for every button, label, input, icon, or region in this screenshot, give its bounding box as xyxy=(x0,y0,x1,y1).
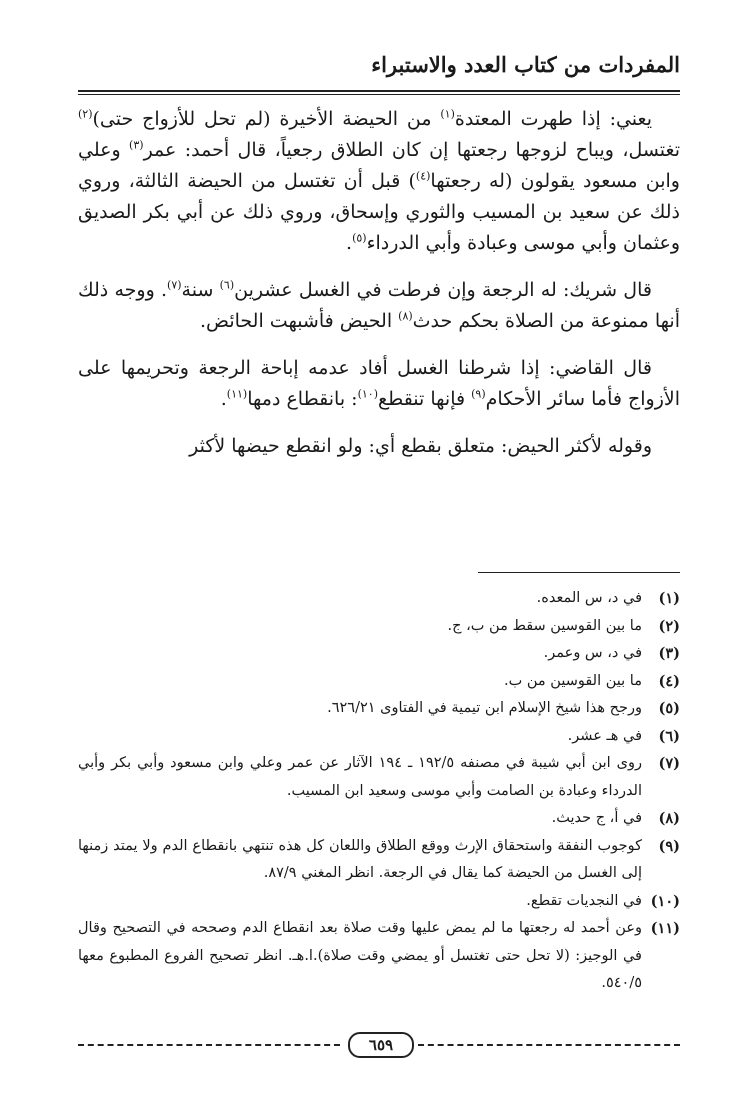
paragraph-text: من الحيضة الأخيرة (لم تحل للأزواج حتى) xyxy=(92,108,441,130)
paragraph-text: ) قبل أن تغتسل من الحيضة الثالثة، وروي ذلك عن سعيد بن المسيب والثوري وإسحاق، وروي ذلك عن أبي بكر الصديق وعثمان وأبي موسى وعبادة وأبي الدرداء xyxy=(78,170,680,254)
footnote-ref[interactable]: (١٠) xyxy=(357,387,378,401)
header-rule-thin xyxy=(78,94,680,95)
footnote-text: ما بين القوسين من ب. xyxy=(504,672,642,689)
footnote-text: في د، س وعمر. xyxy=(543,645,642,661)
paragraph-text: تغتسل، ويباح لزوجها رجعتها إن كان الطلاق رجعياً، قال أحمد: عمر xyxy=(143,139,680,161)
footnote-text: روى ابن أبي شيبة في مصنفه ١٩٢/٥ ـ ١٩٤ الآثار عن عمر وعلي وابن مسعود وأبي بكر وأبي الدرداء وعبادة بن الصامت وأبي موسى وسعيد ابن المسيب. xyxy=(78,755,642,799)
footnote-item xyxy=(78,723,680,751)
footnote-text: في أ، ج حديث. xyxy=(551,810,642,826)
footnote-number: (١٠) xyxy=(650,892,680,910)
footnote-text: في النجديات تقطع. xyxy=(526,892,642,909)
footnote-ref[interactable]: (١١) xyxy=(226,387,248,401)
footnote-number: (١) xyxy=(658,590,680,607)
page-footer xyxy=(78,1032,680,1058)
footnote-text: في هـ عشر. xyxy=(567,727,642,744)
paragraph-text: . ووجه ذلك أنها ممنوعة من الصلاة بحكم حدث xyxy=(78,279,680,332)
footnote-text: كوجوب النفقة واستحقاق الإرث ووقع الطلاق واللعان كل هذه تنتهي بانقطاع الدم ولا يمتد زمنها إلى الغسل من الحيضة كما يقال في الرجعة. انظر المغني ٨٧/٩. xyxy=(78,837,642,881)
running-header-title: المفردات من كتاب العدد والاستبراء xyxy=(371,52,680,77)
footnote-number: (٧) xyxy=(658,755,680,772)
footnote-number: (٥) xyxy=(658,700,680,717)
paragraph-text: قال القاضي: إذا شرطنا الغسل أفاد عدمه إباحة الرجعة وتحريمها على الأزواج فأما سائر الأحكام xyxy=(78,357,680,410)
footnote-ref[interactable]: (٧) xyxy=(167,278,182,292)
paragraph-text: وقوله لأكثر الحيض: متعلق بقطع أي: ولو انقطع حيضها لأكثر xyxy=(189,435,652,457)
footnote-item xyxy=(78,668,680,696)
body-paragraph xyxy=(78,431,680,462)
footnote-ref[interactable]: (٥) xyxy=(352,231,367,245)
paragraph-text: وعلي وابن مسعود يقولون (له رجعتها xyxy=(78,139,680,192)
footnote-number: (٤) xyxy=(658,672,680,690)
footnote-item xyxy=(78,613,680,641)
footnote-text: في د، س المعده. xyxy=(536,590,642,606)
main-text xyxy=(78,104,680,478)
footnote-number: (١١) xyxy=(650,920,680,937)
footnotes-list xyxy=(78,585,680,998)
footnote-ref[interactable]: (٩) xyxy=(471,387,486,401)
footer-dash-left xyxy=(78,1044,340,1046)
footnote-item xyxy=(78,585,680,613)
footnote-item xyxy=(78,695,680,723)
footnote-item xyxy=(78,805,680,833)
footnote-item xyxy=(78,640,680,668)
footer-dash-right xyxy=(418,1044,680,1046)
paragraph-text: . xyxy=(346,232,353,254)
paragraph-text: . xyxy=(220,388,227,410)
footnote-text: ورجح هذا شيخ الإسلام ابن تيمية في الفتاوى ٦٢٦/٢١. xyxy=(327,700,642,716)
paragraph-text: : بانقطاع دمها xyxy=(247,388,358,410)
paragraph-text: يعني: إذا طهرت المعتدة xyxy=(454,108,652,130)
header-rule xyxy=(78,90,680,92)
footnote-text: وعن أحمد له رجعتها ما لم يمض عليها وقت صلاة بعد انقطاع الدم وصححه في التصحيح وقال في الوجيز: (لا تحل حتى تغتسل أو يمضي وقت صلاة).ا.هـ. انظر تصحيح الفروع المطبوع معها ٥٤٠/٥. xyxy=(78,920,642,991)
footnote-ref[interactable]: (٤) xyxy=(415,169,431,183)
footnote-item xyxy=(78,888,680,916)
footnote-item xyxy=(78,915,680,998)
paragraph-text: قال شريك: له الرجعة وإن فرطت في الغسل عشرين xyxy=(234,279,652,301)
footnote-separator xyxy=(478,572,680,573)
footnote-ref[interactable]: (٢) xyxy=(78,107,93,121)
footnote-ref[interactable]: (٣) xyxy=(129,138,144,152)
footnote-item xyxy=(78,833,680,888)
footnote-number: (٩) xyxy=(658,837,680,855)
footnote-number: (٢) xyxy=(658,617,680,635)
footnote-text: ما بين القوسين سقط من ب، ج. xyxy=(447,617,642,634)
body-paragraph xyxy=(78,104,680,259)
body-paragraph xyxy=(78,275,680,337)
footnote-ref[interactable]: (٨) xyxy=(398,309,413,323)
body-paragraph xyxy=(78,353,680,415)
footnote-number: (٦) xyxy=(658,727,680,745)
paragraph-text: سنة xyxy=(181,279,220,301)
footnote-ref[interactable]: (١) xyxy=(440,107,455,121)
footnote-number: (٣) xyxy=(658,645,680,662)
paragraph-text: الحيض فأشبهت الحائض. xyxy=(200,310,399,332)
footnote-number: (٨) xyxy=(658,810,680,827)
footnote-item xyxy=(78,750,680,805)
footnote-ref[interactable]: (٦) xyxy=(219,278,235,292)
page-number: ٦٥٩ xyxy=(348,1032,414,1058)
paragraph-text: فإنها تنقطع xyxy=(378,388,472,410)
